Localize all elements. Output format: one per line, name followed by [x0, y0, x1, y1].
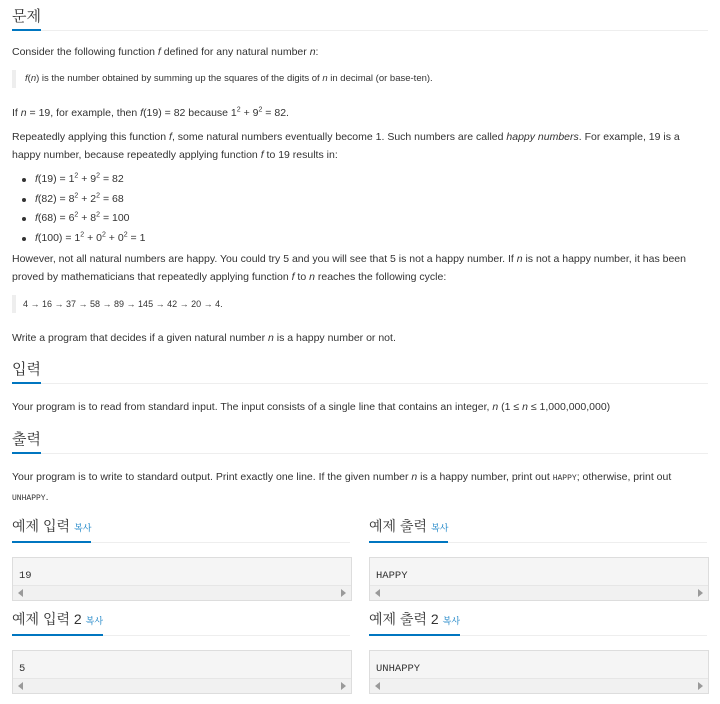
horizontal-scrollbar[interactable]	[370, 678, 708, 693]
sample-output-1-value: HAPPY	[376, 570, 408, 582]
happy-code: HAPPY	[552, 474, 577, 483]
sequence-item: $f(82) = 8^2 + 2^2 = 68$	[35, 190, 145, 210]
sequence-list	[12, 170, 145, 248]
copy-button[interactable]: 복사	[85, 616, 104, 626]
sample-output-2-title: 예제 출력 2	[369, 611, 439, 627]
cycle-text: 4 → 16 → 37 → 58 → 89 → 145 → 42 → 20 → 4.	[23, 299, 223, 309]
problem-section-header	[12, 4, 708, 31]
scroll-right-icon[interactable]	[698, 589, 703, 597]
problem-intro: Consider the following function f defined for any natural number n:	[12, 46, 319, 58]
scroll-left-icon[interactable]	[375, 682, 380, 690]
unhappy-code: UNHAPPY	[12, 494, 46, 503]
scroll-left-icon[interactable]	[375, 589, 380, 597]
output-description: Your program is to write to standard output. Print exactly one line. If the given number n is a happy number, print out HAPPY; otherwise, print out UNHAPPY.	[12, 471, 672, 503]
unhappy-paragraph: However, not all natural numbers are happy. You could try 5 and you will see that 5 is not a happy number. If n is not a happy number, it has been proved by mathematicians that repeatedly applying function f to n reaches the following cycle:	[12, 253, 686, 283]
sample-output-1-title: 예제 출력	[369, 518, 427, 534]
sample-input-2-title: 예제 입력 2	[12, 611, 82, 627]
task-paragraph: Write a program that decides if a given natural number n is a happy number or not.	[12, 332, 396, 344]
output-section-header	[12, 427, 708, 454]
copy-button[interactable]: 복사	[442, 616, 461, 626]
scroll-left-icon[interactable]	[18, 589, 23, 597]
horizontal-scrollbar[interactable]	[13, 678, 351, 693]
sample-input-2-box[interactable]	[12, 650, 352, 694]
sequence-item: $f(68) = 6^2 + 8^2 = 100$	[35, 209, 145, 229]
horizontal-scrollbar[interactable]	[370, 585, 708, 600]
sample-input-1-box[interactable]	[12, 557, 352, 601]
scroll-left-icon[interactable]	[18, 682, 23, 690]
example-paragraph: If n = 19, for example, then f(19) = 82 because $1^2 + 9^2 = 82$.	[12, 106, 289, 119]
scroll-right-icon[interactable]	[698, 682, 703, 690]
input-section-header	[12, 357, 708, 384]
sample-output-2-header	[369, 609, 707, 636]
sample-input-2-header	[12, 609, 350, 636]
sample-output-2-value: UNHAPPY	[376, 663, 421, 675]
scroll-right-icon[interactable]	[341, 589, 346, 597]
input-section-title: 입력	[12, 361, 41, 384]
problem-section-title: 문제	[12, 8, 41, 31]
sequence-item: $f(100) = 1^2 + 0^2 + 0^2 = 1$	[35, 229, 145, 249]
scroll-right-icon[interactable]	[341, 682, 346, 690]
copy-button[interactable]: 복사	[431, 523, 449, 533]
definition-quote: f(n) is the number obtained by summing up the squares of the digits of n in decimal (or base-ten).	[12, 70, 708, 88]
cycle-quote	[12, 295, 708, 313]
horizontal-scrollbar[interactable]	[13, 585, 351, 600]
sample-input-1-title: 예제 입력	[12, 518, 70, 534]
sample-output-1-header	[369, 516, 707, 543]
repeat-paragraph: Repeatedly applying this function f, some natural numbers eventually become 1. Such numbers are called happy numbers. For example, 19 is a happy number, because repeatedly applying function f to 19 results in:	[12, 131, 680, 161]
input-description: Your program is to read from standard input. The input consists of a single line that contains an integer, n (1 ≤ n ≤ 1,000,000,000)	[12, 401, 611, 413]
sample-input-1-header	[12, 516, 350, 543]
output-section-title: 출력	[12, 431, 41, 454]
sample-input-2-value: 5	[19, 663, 26, 675]
copy-button[interactable]: 복사	[74, 523, 92, 533]
sample-output-2-box[interactable]	[369, 650, 709, 694]
sequence-item: $f(19) = 1^2 + 9^2 = 82$	[35, 170, 145, 190]
sample-input-1-value: 19	[19, 570, 32, 582]
sample-output-1-box[interactable]	[369, 557, 709, 601]
